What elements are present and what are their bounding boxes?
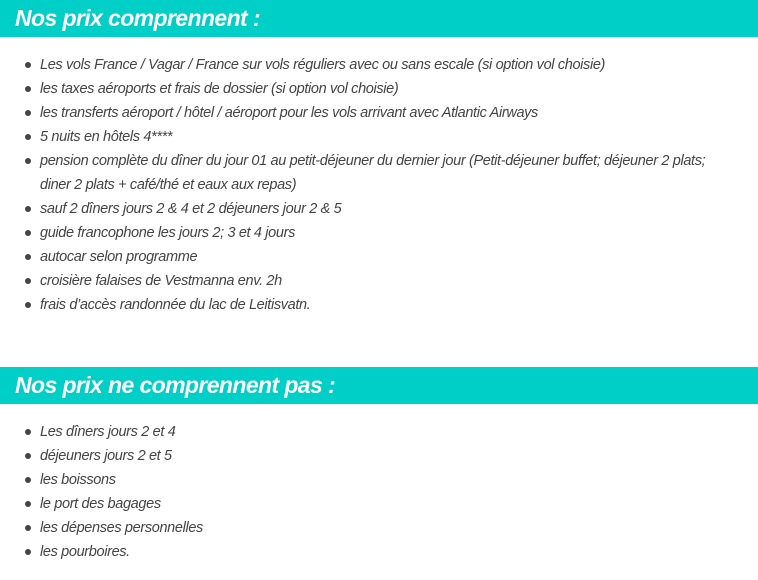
list-item-text: sauf 2 dîners jours 2 & 4 et 2 déjeuners jour 2 & 5 [40, 201, 342, 217]
bullet-icon [25, 254, 31, 260]
list-item [0, 444, 758, 468]
list-item [0, 101, 758, 125]
included-items-list [0, 53, 758, 317]
list-item [0, 53, 758, 77]
list-item-text: croisière falaises de Vestmanna env. 2h [40, 273, 282, 289]
bullet-icon [25, 453, 31, 459]
included-section-header [0, 0, 758, 37]
list-item-text: guide francophone les jours 2; 3 et 4 jours [40, 225, 295, 241]
bullet-icon [25, 230, 31, 236]
list-item [0, 468, 758, 492]
list-item-text: pension complète du dîner du jour 01 au petit-déjeuner du dernier jour (Petit-déjeuner buffet; déjeuner 2 plats; diner 2 plats + café/thé et eaux aux repas) [40, 153, 706, 193]
excluded-items-list [0, 420, 758, 564]
list-item [0, 516, 758, 540]
bullet-icon [25, 110, 31, 116]
list-item [0, 77, 758, 101]
list-item-text: le port des bagages [40, 496, 161, 512]
list-item-text: les taxes aéroports et frais de dossier (si option vol choisie) [40, 81, 399, 97]
list-item-text: les pourboires. [40, 544, 130, 560]
list-item [0, 221, 758, 245]
list-item-text: les transferts aéroport / hôtel / aéroport pour les vols arrivant avec Atlantic Airways [40, 105, 538, 121]
list-item [0, 245, 758, 269]
list-item [0, 540, 758, 564]
list-item-text: les dépenses personnelles [40, 520, 203, 536]
list-item-text: 5 nuits en hôtels 4**** [40, 129, 173, 145]
bullet-icon [25, 302, 31, 308]
list-item [0, 125, 758, 149]
included-section-title: Nos prix comprennent : [15, 5, 260, 31]
list-item [0, 293, 758, 317]
list-item [0, 197, 758, 221]
bullet-icon [25, 158, 31, 164]
bullet-icon [25, 525, 31, 531]
list-item-text: frais d’accès randonnée du lac de Leitisvatn. [40, 297, 311, 313]
bullet-icon [25, 429, 31, 435]
list-item-text: Les dîners jours 2 et 4 [40, 424, 176, 440]
list-item [0, 149, 758, 197]
bullet-icon [25, 86, 31, 92]
bullet-icon [25, 62, 31, 68]
bullet-icon [25, 206, 31, 212]
list-item-text: déjeuners jours 2 et 5 [40, 448, 172, 464]
list-item [0, 269, 758, 293]
list-item-text: autocar selon programme [40, 249, 198, 265]
excluded-section-title: Nos prix ne comprennent pas : [15, 372, 335, 398]
bullet-icon [25, 134, 31, 140]
list-item-text: les boissons [40, 472, 116, 488]
bullet-icon [25, 501, 31, 507]
bullet-icon [25, 477, 31, 483]
list-item-text: Les vols France / Vagar / France sur vols réguliers avec ou sans escale (si option vol choisie) [40, 57, 606, 73]
bullet-icon [25, 549, 31, 555]
list-item [0, 420, 758, 444]
list-item [0, 492, 758, 516]
bullet-icon [25, 278, 31, 284]
excluded-section-header [0, 367, 758, 404]
